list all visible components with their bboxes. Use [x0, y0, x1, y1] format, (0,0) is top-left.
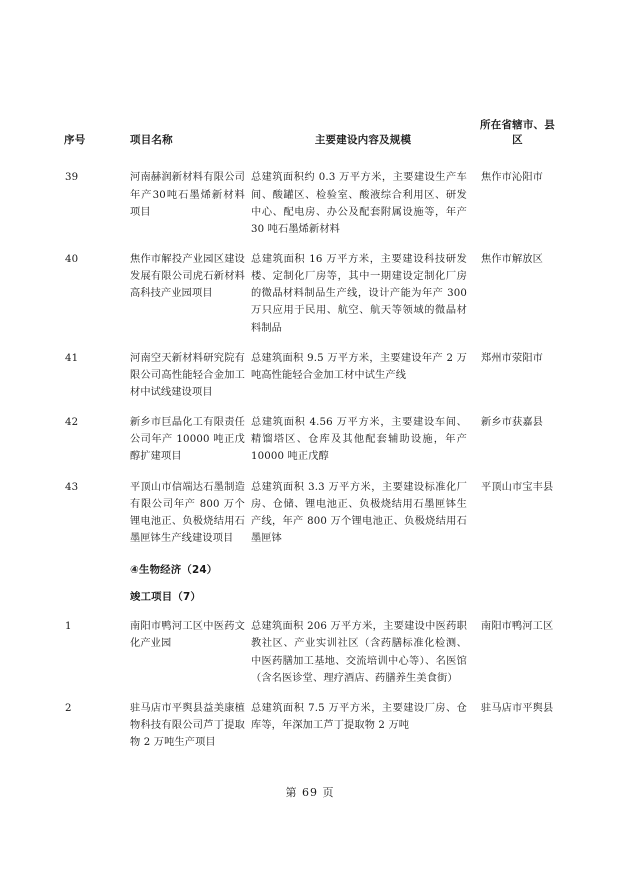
table-row: [62, 466, 558, 548]
row-desc: 总建筑面积约 0.3 万平方米，主要建设生产车间、酸罐区、检验室、酸液综合利用区、研发中心、配电房、办公及配套附属设施等，年产 30 吨石墨烯新材料: [251, 172, 467, 235]
row-desc: 总建筑面积 9.5 万平方米，主要建设年产 2 万吨高性能轻合金加工材中试生产线: [251, 352, 467, 381]
column-header-seq: 序号: [64, 134, 86, 147]
row-location: 南阳市鸭河工区: [481, 621, 554, 633]
table-row: [62, 605, 558, 687]
row-location: 新乡市获嘉县: [481, 417, 544, 429]
row-location: 平顶山市宝丰县: [481, 481, 554, 493]
row-desc: 总建筑面积 16 万平方米，主要建设科技研发楼、定制化厂房等，其中一期建设定制化厂房的微晶材料制品生产线，设计产能为年产 300 万只应用于民用、航空、航天等领域的微晶材料制品: [251, 254, 467, 334]
column-header-location: 所在省辖市、县区: [480, 119, 555, 147]
row-seq: 40: [65, 254, 79, 265]
row-name: 新乡市巨晶化工有限责任公司年产 10000 吨正戊醇扩建项目: [130, 417, 245, 463]
row-name: 平顶山市信端达石墨制造有限公司年产 800 万个锂电池正、负极烧结用石墨匣钵生产线建设项目: [130, 481, 245, 544]
row-location: 驻马店市平舆县: [481, 702, 554, 714]
row-name: 驻马店市平舆县益美康植物科技有限公司芦丁提取物 2 万吨生产项目: [130, 702, 245, 749]
section-heading-row: [62, 547, 558, 579]
row-seq: 39: [65, 172, 79, 184]
row-seq: 1: [65, 621, 72, 633]
table-row: [62, 337, 558, 401]
row-desc: 总建筑面积 7.5 万平方米，主要建设厂房、仓库等，年深加工芦丁提取物 2 万吨: [251, 702, 467, 732]
section-heading-biological-economy: ④生物经济（24）: [130, 564, 218, 577]
row-name: 河南赫润新材料有限公司年产30吨石墨烯新材料项目: [130, 172, 245, 218]
row-location: 焦作市沁阳市: [481, 172, 544, 184]
row-name: 南阳市鸭河工区中医药文化产业园: [130, 621, 245, 650]
row-seq: 2: [65, 702, 72, 714]
column-header-name: 项目名称: [130, 134, 173, 147]
section-heading-completed-projects: 竣工项目（7）: [130, 590, 201, 603]
section-heading-row: [62, 579, 558, 606]
page-footer: 第 69 页: [285, 786, 335, 799]
column-header-desc: 主要建设内容及规模: [314, 134, 412, 147]
row-name: 焦作市解投产业园区建设发展有限公司虎石新材料高科技产业园项目: [130, 254, 245, 300]
row-desc: 总建筑面积 4.56 万平方米，主要建设车间、精馏塔区、仓库及其他配套辅助设施，年产 10000 吨正戊醇: [251, 417, 467, 463]
row-seq: 41: [65, 352, 79, 364]
row-desc: 总建筑面积 206 万平方米，主要建设中医药职教社区、产业实训社区（含药膳标准化检测、中医药膳加工基地、交流培训中心等）、名医馆（含名医诊堂、理疗酒店、药膳养生美食街）: [251, 621, 467, 684]
table-row: [62, 687, 558, 751]
table-row: [62, 156, 558, 238]
table-row: [62, 401, 558, 465]
row-desc: 总建筑面积 3.3 万平方米，主要建设标准化厂房、仓储、锂电池正、负极烧结用石墨匣钵生产线，年产 800 万个锂电池正、负极烧结用石墨匣钵: [251, 481, 467, 544]
table-row: [62, 238, 558, 337]
row-seq: 43: [65, 481, 79, 493]
row-location: 焦作市解放区: [481, 254, 544, 265]
row-seq: 42: [65, 417, 79, 429]
project-list-table: [62, 118, 558, 751]
table-header-row: [62, 118, 558, 156]
row-name: 河南空天新材料研究院有限公司高性能轻合金加工材中试线建设项目: [130, 352, 245, 398]
row-location: 郑州市荥阳市: [481, 352, 544, 364]
